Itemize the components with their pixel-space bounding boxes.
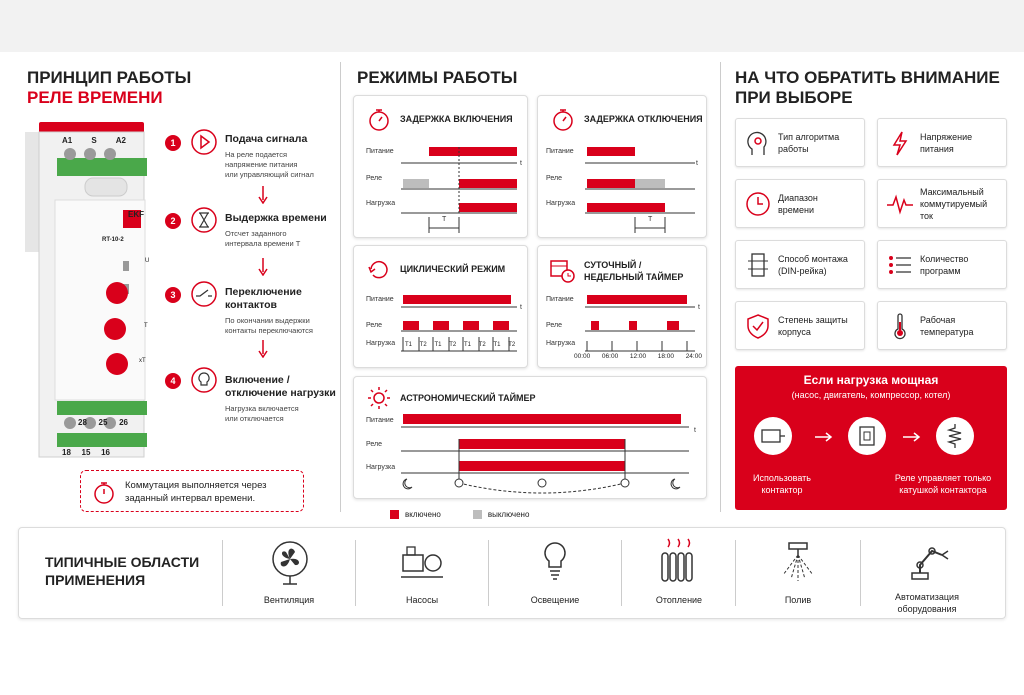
row-label: Питание xyxy=(546,296,574,303)
calendar-clock-icon xyxy=(548,256,576,284)
timing-diagram xyxy=(399,141,524,236)
app-label: Полив xyxy=(784,595,812,605)
timing-diagram xyxy=(583,289,703,359)
step-number: 2 xyxy=(165,213,181,229)
row-label: Реле xyxy=(546,322,562,329)
device-xt-label: xT xyxy=(139,358,146,364)
stopwatch-icon xyxy=(91,479,117,505)
motor-icon xyxy=(753,416,793,456)
app-heating xyxy=(614,535,744,615)
row-label: Нагрузка xyxy=(546,200,576,207)
t-interval-label: T xyxy=(648,216,653,223)
timing-diagram xyxy=(399,407,699,499)
app-lighting xyxy=(490,535,620,615)
choice-title: НА ЧТО ОБРАТИТЬ ВНИМАНИЕ ПРИ ВЫБОРЕ xyxy=(735,68,1000,107)
factor-card: Максимальный коммутируемый ток xyxy=(877,179,1007,228)
app-pumps xyxy=(357,535,487,615)
applications-title: ТИПИЧНЫЕ ОБЛАСТИ ПРИМЕНЕНИЯ xyxy=(45,554,200,588)
t-axis-label: t xyxy=(696,160,698,167)
card-title: ЗАДЕРЖКА ОТКЛЮЧЕНИЯ xyxy=(584,114,703,124)
device-brand: EKF xyxy=(128,210,144,219)
thermometer-icon xyxy=(886,312,914,340)
app-label: Автоматизация оборудования xyxy=(895,592,959,614)
switch-icon xyxy=(190,280,218,308)
bulb-icon xyxy=(190,366,218,394)
sprinkler-icon xyxy=(777,539,819,585)
mode-card-astronomical xyxy=(353,376,707,499)
step-number: 1 xyxy=(165,135,181,151)
mode-card-cyclic xyxy=(353,245,528,368)
sun-icon xyxy=(366,385,392,411)
card-title: ЗАДЕРЖКА ВКЛЮЧЕНИЯ xyxy=(400,114,513,124)
bulb-icon xyxy=(540,539,570,585)
row-label: Питание xyxy=(366,148,394,155)
step-number: 4 xyxy=(165,373,181,389)
t-axis-label: t xyxy=(694,427,696,434)
factor-card: Напряжение питания xyxy=(877,118,1007,167)
step-4: Включение / отключение нагрузки Нагрузка включается или отключается xyxy=(225,374,336,423)
stopwatch-icon xyxy=(550,106,576,132)
card-title: ЦИКЛИЧЕСКИЙ РЕЖИМ xyxy=(400,264,506,274)
left-title: ПРИНЦИП РАБОТЫ РЕЛЕ ВРЕМЕНИ xyxy=(27,68,192,107)
factor-card: Количество программ xyxy=(877,240,1007,289)
device-mid-terminals: 28 25 26 xyxy=(78,418,128,427)
row-label: Нагрузка xyxy=(366,200,396,207)
factor-card: Рабочая температура xyxy=(877,301,1007,350)
cycle-ticks: T1 T2 T1 T2 T1 T2 T1 T2 xyxy=(405,342,516,348)
divider xyxy=(340,62,341,512)
arrow-right-icon xyxy=(903,432,921,442)
row-label: Реле xyxy=(366,175,382,182)
mode-card-off-delay xyxy=(537,95,707,238)
device-bottom-terminals: 18 15 16 xyxy=(62,448,110,457)
contactor-icon xyxy=(847,416,887,456)
row-label: Питание xyxy=(546,148,574,155)
clock-icon xyxy=(744,190,772,218)
powerful-load-box xyxy=(735,366,1007,510)
app-label: Отопление xyxy=(655,595,703,605)
pump-icon xyxy=(399,543,445,583)
row-label: Питание xyxy=(366,417,394,424)
box-title: Если нагрузка мощная xyxy=(803,373,939,387)
timing-diagram xyxy=(583,141,703,236)
factor-card: Степень защиты корпуса xyxy=(735,301,865,350)
device-u-label: U xyxy=(145,258,150,264)
head-gear-icon xyxy=(744,129,772,157)
app-label: Освещение xyxy=(530,595,580,605)
note-text: Коммутация выполняется через заданный интервал времени. xyxy=(125,480,267,504)
time-relay-device xyxy=(25,118,150,463)
top-band xyxy=(0,0,1024,52)
app-label: Вентиляция xyxy=(263,595,315,605)
card-title: АСТРОНОМИЧЕСКИЙ ТАЙМЕР xyxy=(400,393,536,403)
mode-card-daily-timer xyxy=(537,245,707,368)
lightning-icon xyxy=(886,129,914,157)
play-icon xyxy=(190,128,218,156)
t-axis-label: t xyxy=(520,304,522,311)
step-number: 3 xyxy=(165,287,181,303)
app-label: Насосы xyxy=(405,595,439,605)
legend-swatch-on xyxy=(390,510,399,519)
arrow-down-icon xyxy=(258,340,268,358)
device-model: RT-10-2 xyxy=(102,237,124,243)
arrow-down-icon xyxy=(258,186,268,204)
card-title: СУТОЧНЫЙ / НЕДЕЛЬНЫЙ ТАЙМЕР xyxy=(584,260,684,282)
box-subtitle: (насос, двигатель, компрессор, котел) xyxy=(791,390,951,400)
row-label: Реле xyxy=(366,322,382,329)
factor-card: Способ монтажа (DIN-рейка) xyxy=(735,240,865,289)
factor-card: Тип алгоритма работы xyxy=(735,118,865,167)
pulse-icon xyxy=(886,190,914,218)
app-irrigation xyxy=(733,535,863,615)
box-left-text: Использовать контактор xyxy=(753,473,811,495)
device-top-terminals: A1 S A2 xyxy=(62,136,126,145)
device-t-label: T xyxy=(144,323,148,329)
divider xyxy=(488,540,489,606)
robot-arm-icon xyxy=(906,537,952,583)
factor-card: Диапазон времени xyxy=(735,179,865,228)
app-automation xyxy=(862,535,992,615)
box-right-text: Реле управляет только катушкой контактора xyxy=(894,473,992,495)
t-axis-label: t xyxy=(520,160,522,167)
arrow-right-icon xyxy=(815,432,833,442)
t-axis-label: t xyxy=(698,304,700,311)
step-1: Подача сигнала На реле подается напряжение питания или управляющий сигнал xyxy=(225,133,314,179)
note-box xyxy=(80,470,304,512)
radiator-icon xyxy=(658,537,700,587)
row-label: Реле xyxy=(366,441,382,448)
legend-swatch-off xyxy=(473,510,482,519)
app-ventilation xyxy=(224,535,354,615)
list-icon xyxy=(886,251,914,279)
mode-card-on-delay xyxy=(353,95,528,238)
divider xyxy=(720,62,721,512)
shield-icon xyxy=(744,312,772,340)
step-2: Выдержка времени Отсчет заданного интервала времени T xyxy=(225,212,327,248)
timing-diagram xyxy=(399,289,524,364)
row-label: Реле xyxy=(546,175,562,182)
modes-title: РЕЖИМЫ РАБОТЫ xyxy=(357,68,518,87)
fan-icon xyxy=(271,540,309,588)
row-label: Нагрузка xyxy=(366,464,396,471)
t-interval-label: T xyxy=(442,216,447,223)
row-label: Нагрузка xyxy=(366,340,396,347)
hourglass-icon xyxy=(190,206,218,234)
din-rail-icon xyxy=(744,251,772,279)
divider xyxy=(222,540,223,606)
time-ticks: 00:00 06:00 12:00 18:00 24:00 xyxy=(574,353,702,360)
stopwatch-icon xyxy=(366,106,392,132)
step-3: Переключение контактов По окончании выдержки контакты переключаются xyxy=(225,286,313,335)
divider xyxy=(355,540,356,606)
legend: включено выключено xyxy=(390,510,529,519)
row-label: Нагрузка xyxy=(546,340,576,347)
cycle-icon xyxy=(366,256,392,282)
row-label: Питание xyxy=(366,296,394,303)
coil-icon xyxy=(935,416,975,456)
arrow-down-icon xyxy=(258,258,268,276)
